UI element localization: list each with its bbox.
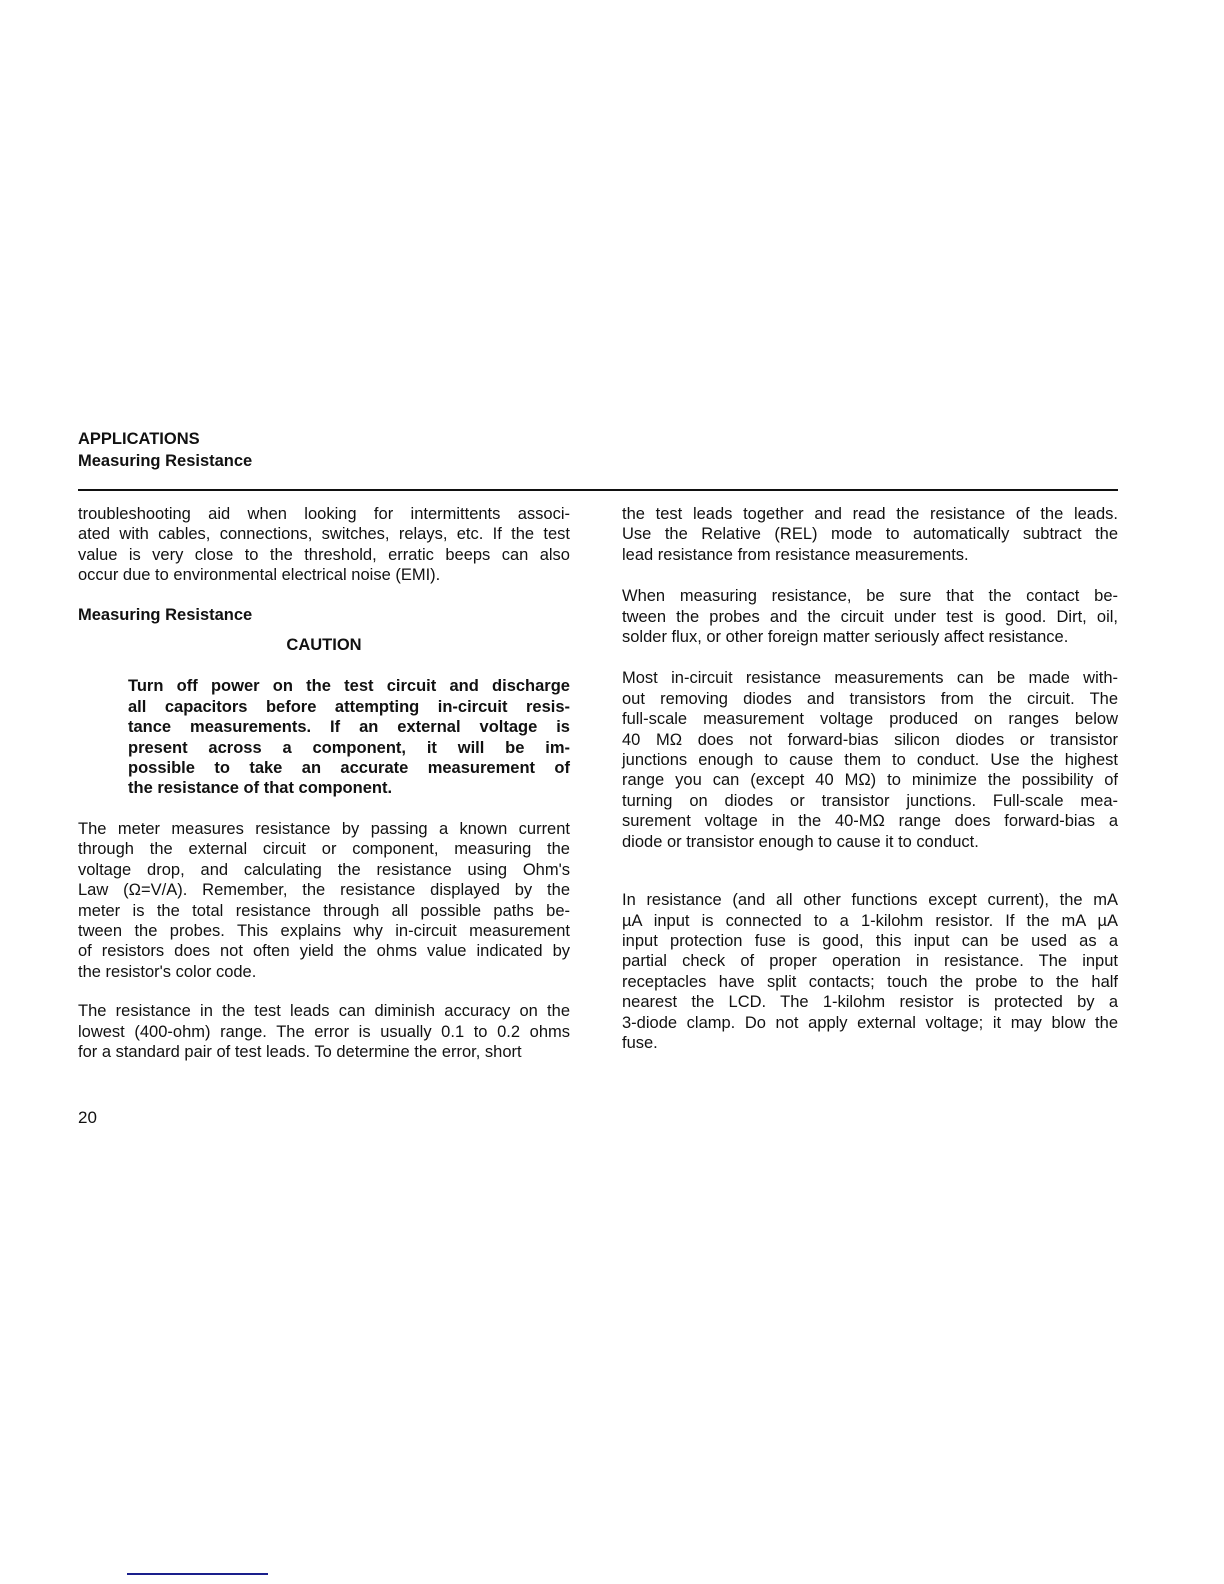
text-line: µA input is connected to a 1-kilohm resistor. If the mA µA bbox=[622, 911, 1118, 930]
text-line: for a standard pair of test leads. To determine the error, short bbox=[78, 1042, 522, 1061]
text-line: fuse. bbox=[622, 1033, 658, 1052]
text-line: ated with cables, connections, switches, relays, etc. If the test bbox=[78, 525, 570, 544]
text-line: nearest the LCD. The 1-kilohm resistor is protected by a bbox=[622, 993, 1118, 1012]
text-line: Use the Relative (REL) mode to automatically subtract the bbox=[622, 525, 1118, 544]
text-line: full-scale measurement voltage produced on ranges below bbox=[622, 710, 1118, 729]
text-line: present across a component, it will be im- bbox=[128, 738, 570, 757]
text-line: voltage drop, and calculating the resistance using Ohm's bbox=[78, 860, 570, 879]
text-line: lead resistance from resistance measurements. bbox=[622, 545, 969, 564]
text-line: Most in-circuit resistance measurements can be made with- bbox=[622, 669, 1118, 688]
text-line: When measuring resistance, be sure that the contact be- bbox=[622, 587, 1118, 606]
subsection-title: Measuring Resistance bbox=[78, 452, 253, 470]
text-line: 40 MΩ does not forward-bias silicon diodes or transistor bbox=[622, 730, 1118, 749]
text-line: the test leads together and read the resistance of the leads. bbox=[622, 505, 1118, 523]
subheading: Measuring Resistance bbox=[78, 605, 253, 624]
text-line: input protection fuse is good, this input can be used as a bbox=[622, 931, 1118, 950]
paragraph bbox=[622, 504, 1118, 565]
text-line: the resistance of that component. bbox=[128, 779, 393, 798]
section-title: APPLICATIONS bbox=[78, 430, 200, 448]
text-line: solder flux, or other foreign matter seriously affect resistance. bbox=[622, 628, 1069, 647]
text-line: In resistance (and all other functions except current), the mA bbox=[622, 891, 1118, 910]
paragraph bbox=[622, 890, 1118, 1053]
text-line: Law (Ω=V/A). Remember, the resistance displayed by the bbox=[78, 881, 570, 900]
text-line: troubleshooting aid when looking for intermittents associ- bbox=[78, 505, 570, 523]
text-line: possible to take an accurate measurement of bbox=[128, 759, 570, 778]
text-line: of resistors does not often yield the ohms value indicated by bbox=[78, 942, 570, 961]
text-line: The meter measures resistance by passing a known current bbox=[78, 819, 570, 838]
text-line: through the external circuit or component, measuring the bbox=[78, 840, 570, 859]
footer-line bbox=[127, 1573, 268, 1575]
text-line: tance measurements. If an external voltage is bbox=[128, 718, 570, 737]
paragraph bbox=[78, 1001, 570, 1062]
text-line: diode or transistor enough to cause it to conduct. bbox=[622, 832, 979, 851]
text-line: occur due to environmental electrical noise (EMI). bbox=[78, 566, 441, 585]
text-line: partial check of proper operation in resistance. The input bbox=[622, 952, 1118, 971]
text-line: the resistor's color code. bbox=[78, 962, 257, 981]
text-line: receptacles have split contacts; touch the probe to the half bbox=[622, 972, 1118, 991]
paragraph bbox=[78, 819, 570, 982]
text-line: tween the probes and the circuit under test is good. Dirt, oil, bbox=[622, 607, 1118, 626]
text-line: turning on diodes or transistor junctions. Full-scale mea- bbox=[622, 791, 1118, 810]
right-column bbox=[622, 504, 1118, 1053]
left-column bbox=[78, 504, 570, 1062]
caution-heading: CAUTION bbox=[286, 636, 362, 655]
header-rule bbox=[78, 489, 1118, 491]
caution-text bbox=[128, 676, 570, 798]
paragraph bbox=[622, 586, 1118, 647]
text-line: junctions enough to cause them to conduct. Use the highest bbox=[622, 751, 1118, 770]
paragraph bbox=[78, 504, 570, 586]
text-line: value is very close to the threshold, erratic beeps can also bbox=[78, 545, 570, 564]
page-number: 20 bbox=[78, 1108, 97, 1127]
text-line: all capacitors before attempting in-circuit resis- bbox=[128, 697, 570, 716]
paragraph bbox=[622, 668, 1118, 852]
text-line: Turn off power on the test circuit and discharge bbox=[128, 677, 570, 696]
text-line: range you can (except 40 MΩ) to minimize the possibility of bbox=[622, 771, 1118, 790]
text-line: tween the probes. This explains why in-circuit measurement bbox=[78, 921, 570, 940]
text-line: 3-diode clamp. Do not apply external voltage; it may blow the bbox=[622, 1013, 1118, 1032]
text-line: surement voltage in the 40-MΩ range does forward-bias a bbox=[622, 812, 1118, 831]
text-line: out removing diodes and transistors from the circuit. The bbox=[622, 689, 1118, 708]
text-line: meter is the total resistance through all possible paths be- bbox=[78, 901, 570, 920]
text-line: lowest (400-ohm) range. The error is usually 0.1 to 0.2 ohms bbox=[78, 1022, 570, 1041]
text-line: The resistance in the test leads can diminish accuracy on the bbox=[78, 1002, 570, 1021]
